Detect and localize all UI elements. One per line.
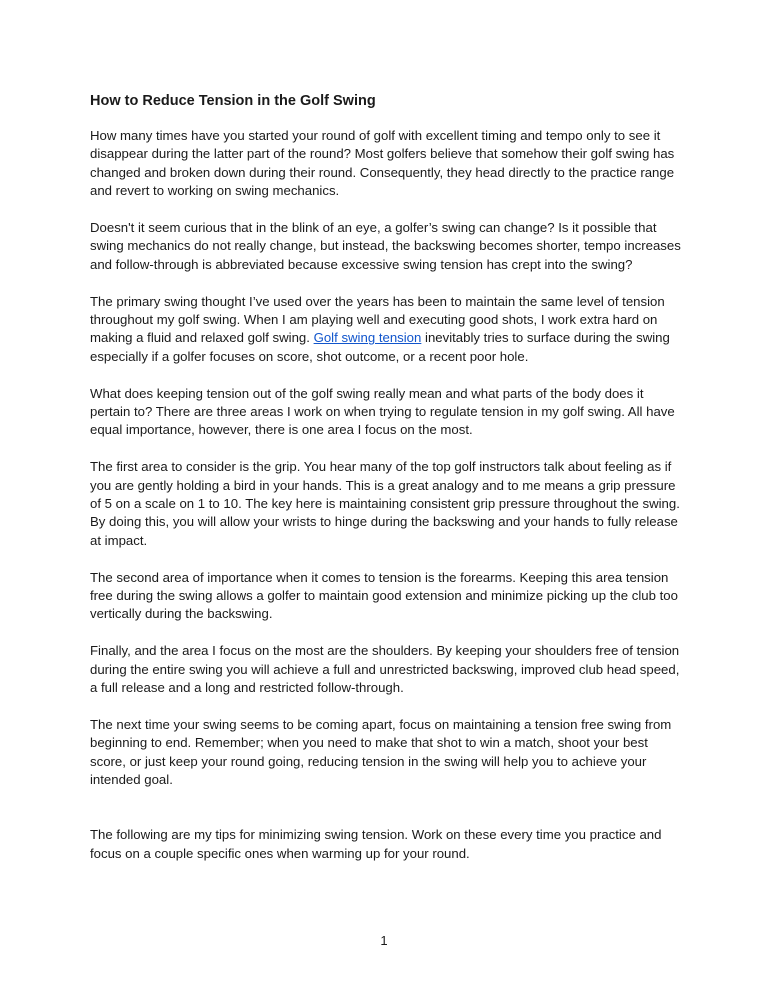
paragraph-3-text-after: inevitably tries to surface during the swing especially if a golfer focuses on score, shot outcome, or a recent poor hole. [90, 330, 670, 364]
paragraph-1: How many times have you started your round of golf with excellent timing and tempo only to see it disappear during the latter part of the round? Most golfers believe that somehow their golf swing has changed and broken down during their round. Consequently, they head directly to the practice range and revert to working on swing mechanics. [90, 128, 675, 199]
paragraph-3-text-before: The primary swing thought I’ve used over the years has been to maintain the same level of tension throughout my golf swing. When I am playing well and executing good shots, I work extra hard on making a fluid and relaxed golf swing. [90, 293, 665, 346]
document-title: How to Reduce Tension in the Golf Swing [90, 93, 376, 109]
paragraph-7: Finally, and the area I focus on the most are the shoulders. By keeping your shoulders free of tension during the entire swing you will achieve a full and unrestricted backswing, improved club head speed, a full release and a long and restricted follow-through. [90, 643, 680, 696]
paragraph-2: Doesn't it seem curious that in the blink of an eye, a golfer’s swing can change? Is it possible that swing mechanics do not really change, but instead, the backswing becomes shorter, tempo increases and follow-through is abbreviated because excessive swing tension has crept into the swing? [90, 220, 681, 272]
document-page [90, 92, 686, 882]
paragraph-4: What does keeping tension out of the golf swing really mean and what parts of the body does it pertain to? There are three areas I work on when trying to regulate tension in my golf swing. All have equal importance, however, there is one area I focus on the most. [90, 385, 675, 438]
paragraph-5: The first area to consider is the grip. You hear many of the top golf instructors talk about feeling as if you are gently holding a bird in your hands. This is a great analogy and to me means a grip pressure of 5 on a scale on 1 to 10. The key here is maintaining consistent grip pressure throughout the swing. By doing this, you will allow your wrists to hinge during the backswing and your hands to fully release at impact. [90, 459, 680, 548]
page-number-value: 1 [380, 933, 388, 948]
paragraph-8: The next time your swing seems to be coming apart, focus on maintaining a tension free swing from beginning to end. Remember; when you need to make that shot to win a match, shoot your best score, or just keep your round going, reducing tension in the swing will help you to achieve your intended goal. [90, 716, 672, 788]
blank-line [90, 808, 686, 826]
golf-swing-tension-link[interactable]: Golf swing tension [313, 330, 422, 346]
paragraph-3 [90, 293, 686, 367]
paragraph-9: The following are my tips for minimizing swing tension. Work on these every time you practice and focus on a couple specific ones when warming up for your round. [90, 827, 662, 861]
page-number [0, 933, 768, 948]
paragraph-6: The second area of importance when it comes to tension is the forearms. Keeping this area tension free during the swing allows a golfer to maintain good extension and minimize picking up the club too vertically during the backswing. [90, 569, 678, 622]
